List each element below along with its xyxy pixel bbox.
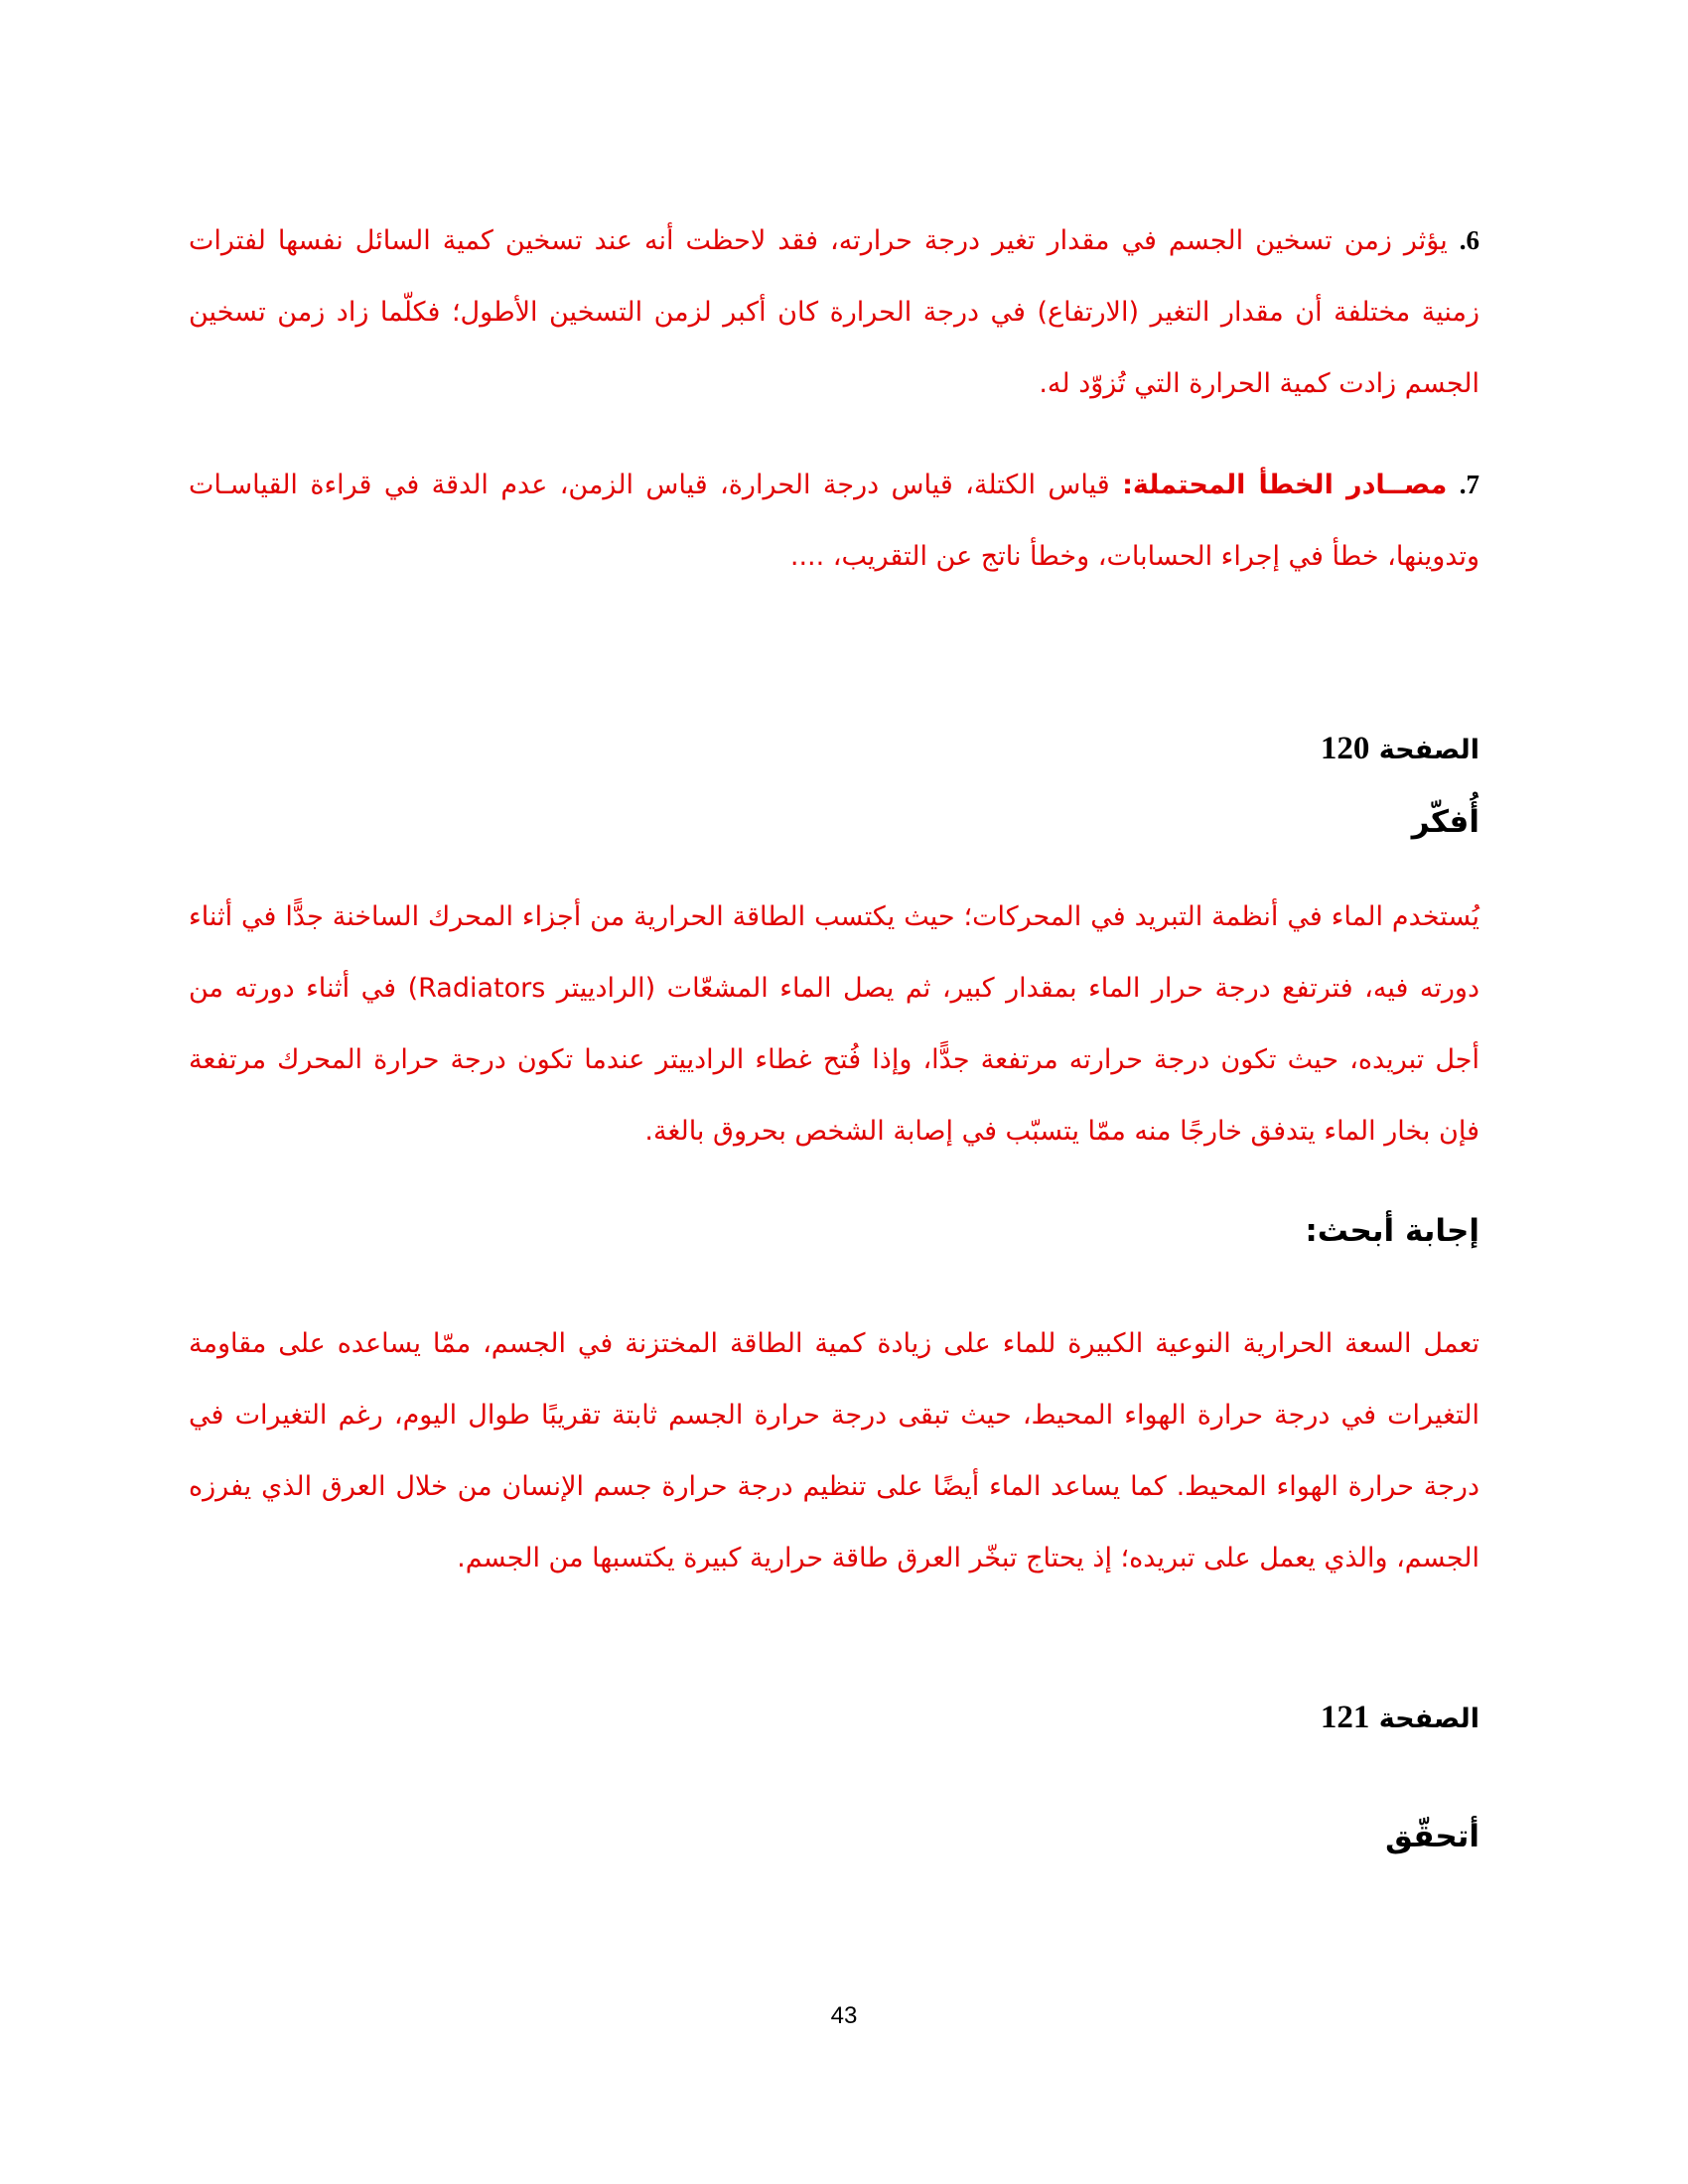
page-ref-120-number: 120 bbox=[1320, 731, 1370, 766]
research-title: إجابة أبحث: bbox=[1305, 1213, 1479, 1249]
section-121-title-block bbox=[189, 1819, 1479, 1854]
item-7-label: مصــادر الخطأ المحتملة: bbox=[1122, 470, 1448, 500]
page-ref-120 bbox=[189, 731, 1479, 767]
page-ref-120-label: الصفحة bbox=[1378, 735, 1479, 765]
section-121-title: أتحقّق bbox=[1385, 1819, 1479, 1854]
section-120-body bbox=[189, 882, 1479, 1167]
research-heading-block bbox=[189, 1213, 1479, 1249]
item-6-number: 6. bbox=[1459, 225, 1479, 255]
item-7-text: قياس الكتلة، قياس درجة الحرارة، قياس الزمن، عدم الدقة في قراءة القياسـات وتدوينها، خطأ في إجراء الحسابات، وخطأ ناتج عن التقريب، .... bbox=[189, 470, 1479, 572]
section-121-heading bbox=[189, 1700, 1479, 1736]
page-ref-121 bbox=[189, 1700, 1479, 1736]
item-6 bbox=[189, 205, 1479, 420]
item-7-number: 7. bbox=[1459, 470, 1479, 499]
item-7-paragraph bbox=[189, 449, 1479, 593]
item-7 bbox=[189, 449, 1479, 593]
page-ref-121-label: الصفحة bbox=[1378, 1704, 1479, 1734]
section-120-title-block bbox=[189, 804, 1479, 840]
item-6-text: يؤثر زمن تسخين الجسم في مقدار تغير درجة حرارته، فقد لاحظت أنه عند تسخين كمية السائل نفسها لفترات زمنية مختلفة أن مقدار التغير (الارتفاع) في درجة الحرارة كان أكبر لزمن التسخين الأطول؛ فكلّما زاد زمن تسخين الجسم زادت كمية الحرارة التي تُزوّد له. bbox=[189, 225, 1479, 399]
page-number: 43 bbox=[830, 2002, 858, 2029]
section-120-heading bbox=[189, 731, 1479, 767]
item-6-paragraph bbox=[189, 205, 1479, 420]
research-body bbox=[189, 1308, 1479, 1594]
page-ref-121-number: 121 bbox=[1320, 1700, 1370, 1735]
section-120-paragraph: يُستخدم الماء في أنظمة التبريد في المحركات؛ حيث يكتسب الطاقة الحرارية من أجزاء المحرك الساخنة جدًّا في أثناء دورته فيه، فترتفع درجة حرار الماء بمقدار كبير، ثم يصل الماء المشعّات (الرادييتر Radiators) في أثناء دورته من أجل تبريده، حيث تكون درجة حرارته مرتفعة جدًّا، وإذا فُتح غطاء الرادييتر عندما تكون درجة حرارة المحرك مرتفعة فإن بخار الماء يتدفق خارجًا منه ممّا يتسبّب في إصابة الشخص بحروق بالغة. bbox=[189, 901, 1479, 1147]
section-120-title: أُفكّر bbox=[1411, 804, 1479, 840]
research-paragraph: تعمل السعة الحرارية النوعية الكبيرة للماء على زيادة كمية الطاقة المختزنة في الجسم، ممّا يساعده على مقاومة التغيرات في درجة حرارة الهواء المحيط، حيث تبقى درجة حرارة الجسم ثابتة تقريبًا طوال اليوم، رغم التغيرات في درجة حرارة الهواء المحيط. كما يساعد الماء أيضًا على تنظيم درجة حرارة جسم الإنسان من خلال العرق الذي يفرزه الجسم، والذي يعمل على تبريده؛ إذ يحتاج تبخّر العرق طاقة حرارية كبيرة يكتسبها من الجسم. bbox=[189, 1328, 1479, 1573]
